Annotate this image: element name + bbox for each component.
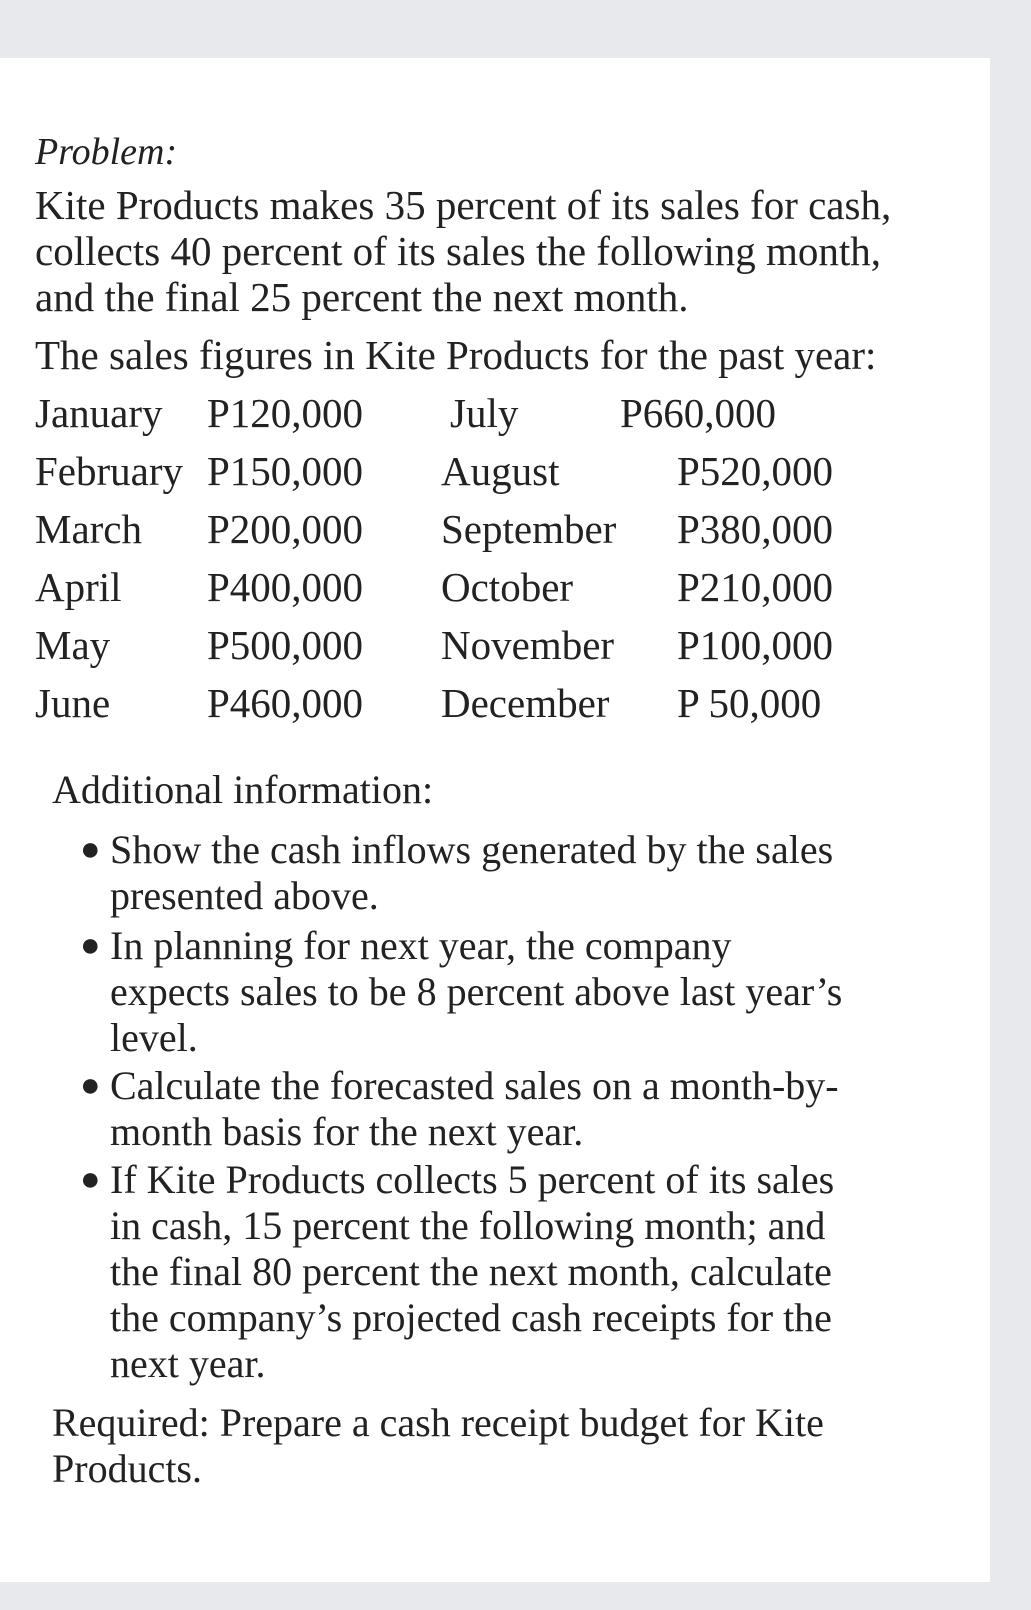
sales-month: March: [35, 506, 143, 552]
sales-month: September: [441, 506, 617, 552]
bullet-icon: ●: [80, 831, 101, 868]
intro-line: Kite Products makes 35 percent of its sales for cash,: [35, 182, 892, 228]
bullet-text: If Kite Products collects 5 percent of its sales: [110, 1157, 835, 1202]
intro-line: collects 40 percent of its sales the following month,: [35, 228, 882, 274]
sales-month: April: [35, 564, 122, 610]
sales-amount: P200,000: [207, 506, 364, 552]
sales-month: May: [35, 622, 111, 668]
sales-amount: P380,000: [677, 506, 834, 552]
bullet-text: month basis for the next year.: [110, 1109, 584, 1154]
sales-amount: P210,000: [677, 564, 834, 610]
bullet-text: level.: [110, 1015, 198, 1060]
bullet-text: in cash, 15 percent the following month; and: [110, 1203, 826, 1248]
sales-amount: P400,000: [207, 564, 364, 610]
bullet-icon: ●: [80, 927, 101, 964]
intro-line: and the final 25 percent the next month.: [35, 274, 689, 320]
sales-amount: P660,000: [620, 390, 777, 436]
sales-month: February: [35, 448, 184, 494]
sales-amount: P150,000: [207, 448, 364, 494]
sales-month: October: [441, 564, 574, 610]
sales-month: August: [441, 448, 560, 494]
required-text: Required: Prepare a cash receipt budget for Kite: [52, 1400, 824, 1445]
bullet-text: expects sales to be 8 percent above last year’s: [110, 969, 843, 1014]
bullet-text: the final 80 percent the next month, calculate: [110, 1249, 832, 1294]
required-text: Products.: [52, 1446, 202, 1491]
bullet-text: Calculate the forecasted sales on a month-by-: [110, 1063, 839, 1108]
sales-month: July: [450, 390, 519, 436]
additional-info-heading: Additional information:: [52, 767, 434, 812]
sales-month: January: [35, 390, 163, 436]
problem-label: Problem:: [35, 131, 178, 173]
bullet-text: the company’s projected cash receipts for the: [110, 1295, 832, 1340]
sales-amount: P520,000: [677, 448, 834, 494]
sales-amount: P460,000: [207, 680, 364, 726]
sales-month: November: [441, 622, 615, 668]
bullet-text: presented above.: [110, 873, 379, 918]
sales-intro: The sales figures in Kite Products for the past year:: [35, 332, 877, 378]
bullet-icon: ●: [80, 1161, 101, 1198]
bullet-text: Show the cash inflows generated by the sales: [110, 827, 834, 872]
sales-month: June: [35, 680, 111, 726]
bullet-text: next year.: [110, 1341, 266, 1386]
sales-amount: P100,000: [677, 622, 834, 668]
bullet-text: In planning for next year, the company: [110, 923, 732, 968]
sales-amount: P500,000: [207, 622, 364, 668]
sales-month: December: [441, 680, 610, 726]
sales-amount: P120,000: [207, 390, 364, 436]
bullet-icon: ●: [80, 1067, 101, 1104]
sales-amount: P 50,000: [677, 680, 822, 726]
